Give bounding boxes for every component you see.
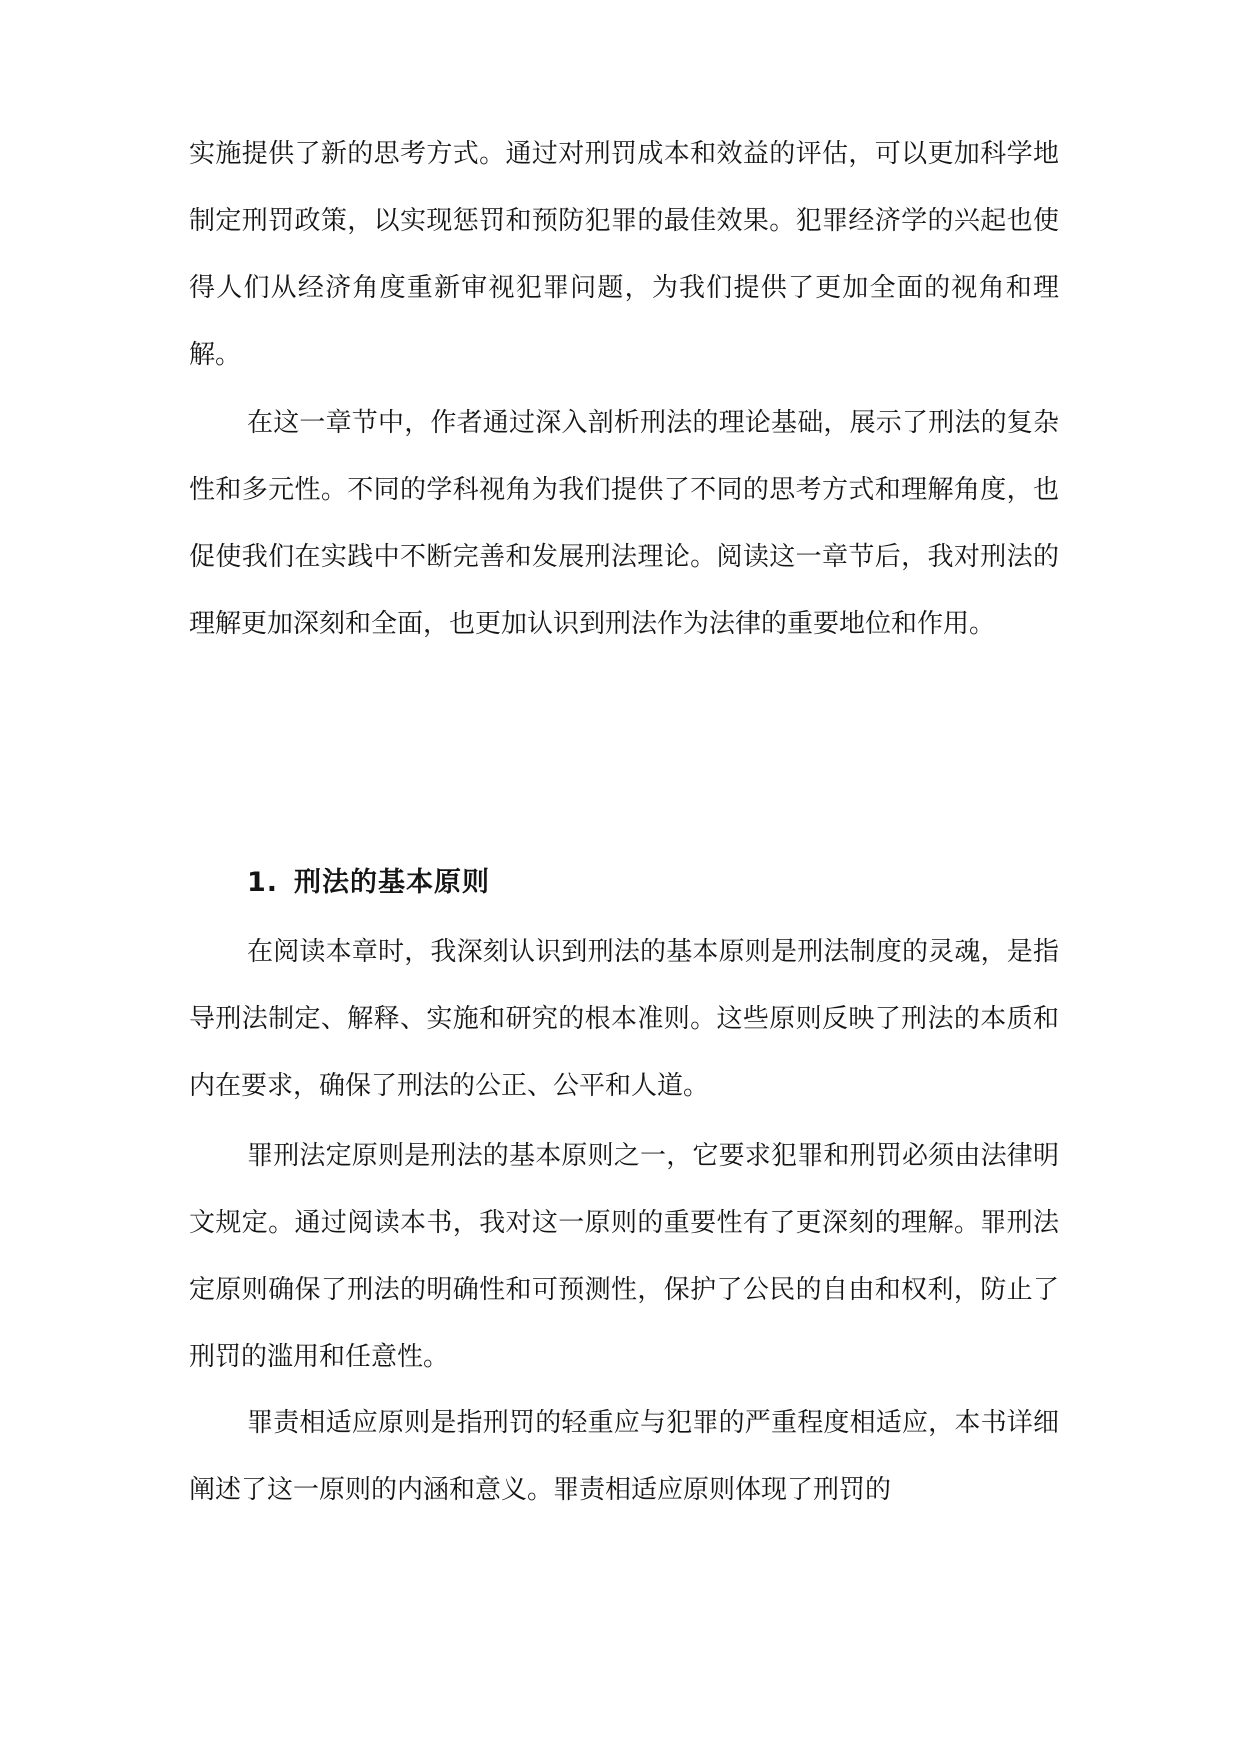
section-number: 1.	[247, 867, 279, 898]
paragraph-basic-principles: 在阅读本章时，我深刻认识到刑法的基本原则是刑法制度的灵魂，是指导刑法制定、解释、实施和研究的根本准则。这些原则反映了刑法的本质和内在要求，确保了刑法的公正、公平和人道。	[189, 937, 1059, 1101]
section-title: 刑法的基本原则	[294, 867, 491, 898]
paragraph-continued: 实施提供了新的思考方式。通过对刑罚成本和效益的评估，可以更加科学地制定刑罚政策，以实现惩罚和预防犯罪的最佳效果。犯罪经济学的兴起也使得人们从经济角度重新审视犯罪问题，为我们提供了更加全面的视角和理解。	[189, 139, 1059, 370]
paragraph-legality-principle: 罪刑法定原则是刑法的基本原则之一，它要求犯罪和刑罚必须由法律明文规定。通过阅读本书，我对这一原则的重要性有了更深刻的理解。罪刑法定原则确保了刑法的明确性和可预测性，保护了公民的自由和权利，防止了刑罚的滥用和任意性。	[189, 1141, 1059, 1372]
paragraph-proportionality-principle: 罪责相适应原则是指刑罚的轻重应与犯罪的严重程度相适应，本书详细阐述了这一原则的内涵和意义。罪责相适应原则体现了刑罚的	[189, 1408, 1059, 1505]
paragraph-chapter-summary: 在这一章节中，作者通过深入剖析刑法的理论基础，展示了刑法的复杂性和多元性。不同的学科视角为我们提供了不同的思考方式和理解角度，也促使我们在实践中不断完善和发展刑法理论。阅读这一章节后，我对刑法的理解更加深刻和全面，也更加认识到刑法作为法律的重要地位和作用。	[189, 408, 1059, 639]
section-heading	[247, 863, 490, 903]
